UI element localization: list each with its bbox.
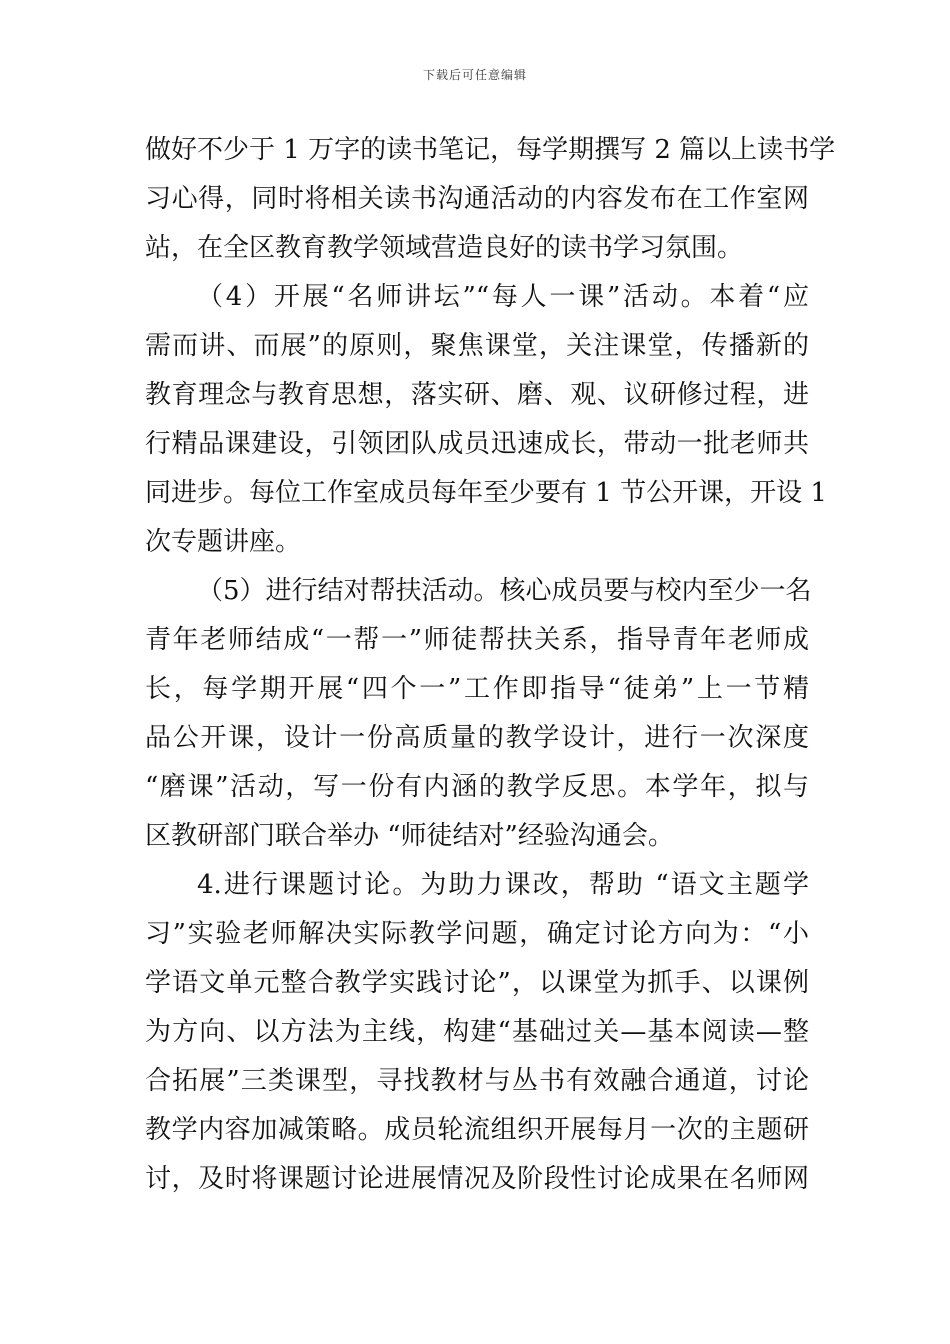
- text-line: 合拓展”三类课型，寻找教材与丛书有效融合通道，讨论: [145, 1066, 809, 1096]
- text-line: “磨课”活动，写一份有内涵的教学反思。本学年，拟与: [145, 772, 809, 802]
- text-line: 长，每学期开展“四个一”工作即指导“徒弟”上一节精: [145, 674, 809, 704]
- text-line: 品公开课，设计一份高质量的教学设计，进行一次深度: [145, 723, 809, 753]
- text-line: 需而讲、而展”的原则，聚焦课堂，关注课堂，传播新的: [145, 331, 809, 361]
- text-line: 学语文单元整合教学实践讨论”，以课堂为抓手、以课例: [145, 968, 809, 998]
- text-line: 青年老师结成“一帮一”师徒帮扶关系，指导青年老师成: [145, 625, 809, 655]
- text-line: 同进步。每位工作室成员每年至少要有 1 节公开课，开设 1: [145, 478, 827, 508]
- text-line: 教学内容加减策略。成员轮流组织开展每月一次的主题研: [145, 1115, 809, 1145]
- text-line: 4.进行课题讨论。为助力课改，帮助 “语文主题学: [197, 870, 809, 900]
- text-line: 习心得，同时将相关读书沟通活动的内容发布在工作室网: [145, 184, 809, 214]
- text-line: 做好不少于 1 万字的读书笔记，每学期撰写 2 篇以上读书学: [145, 135, 836, 165]
- text-line: 教育理念与教育思想，落实研、磨、观、议研修过程，进: [145, 380, 809, 410]
- text-line: 讨，及时将课题讨论进展情况及阶段性讨论成果在名师网: [145, 1164, 809, 1194]
- text-line: 行精品课建设，引领团队成员迅速成长，带动一批老师共: [145, 429, 809, 459]
- text-line: 习”实验老师解决实际教学问题，确定讨论方向为：“小: [145, 919, 809, 949]
- text-line: 站，在全区教育教学领域营造良好的读书学习氛围。: [145, 233, 744, 263]
- text-line: 为方向、以方法为主线，构建“基础过关—基本阅读—整: [145, 1017, 809, 1047]
- text-line: 次专题讲座。: [145, 527, 302, 557]
- text-line: 区教研部门联合举办 “师徒结对”经验沟通会。: [145, 821, 674, 851]
- text-line: （4）开展“名师讲坛”“每人一课”活动。本着“应: [197, 282, 809, 312]
- page-header: 下载后可任意编辑: [422, 68, 527, 82]
- body-text: [145, 126, 836, 1204]
- text-line: （5）进行结对帮扶活动。核心成员要与校内至少一名: [197, 576, 812, 606]
